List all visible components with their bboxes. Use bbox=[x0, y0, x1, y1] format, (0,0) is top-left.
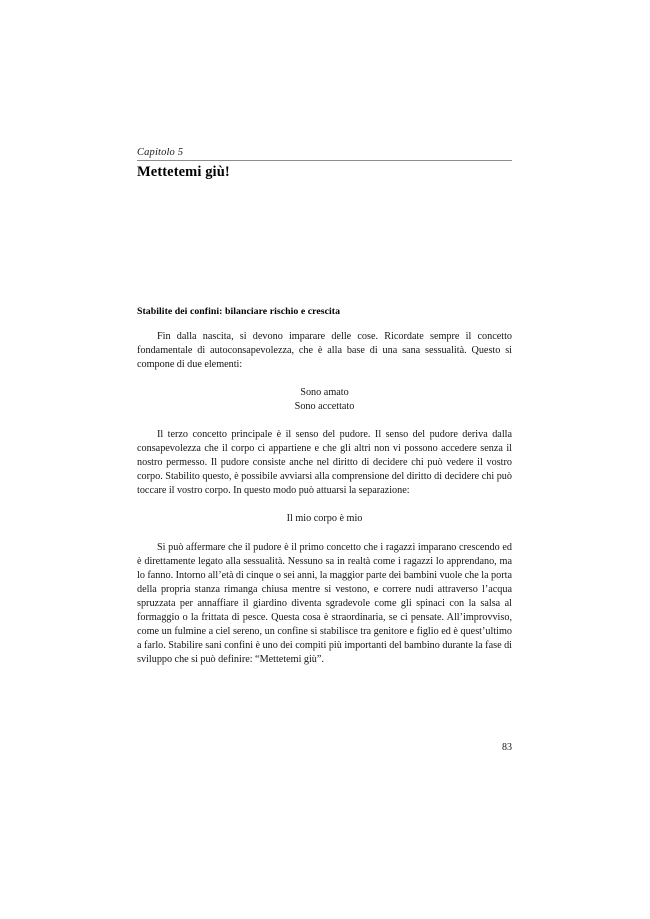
chapter-label: Capitolo 5 bbox=[137, 147, 184, 158]
section-heading: Stabilite dei confini: bilanciare rischio e crescita bbox=[137, 306, 341, 317]
title-spacer bbox=[137, 181, 512, 305]
body-paragraph: Fin dalla nascita, si devono imparare delle cose. Ricordate sempre il concetto fondamentale di autoconsapevolezza, che è alla base di una sana sessualità. Questo si compone di due elementi: bbox=[137, 331, 512, 371]
text-column bbox=[137, 146, 512, 667]
body-paragraph: Il terzo concetto principale è il senso del pudore. Il senso del pudore deriva dalla consapevolezza che il corpo ci appartiene e che gli altri non vi possono accedere senza il nostro permesso. Il pudore consiste anche nel diritto di decidere chi può vedere il vostro corpo. Stabilito questo, è possibile avviarsi alla comprensione del diritto di decidere chi può toccare il vostro corpo. In questo modo può attuarsi la separazione: bbox=[137, 429, 512, 497]
verse-line: Sono accettato bbox=[294, 401, 355, 413]
centered-verse-block bbox=[137, 386, 512, 414]
page-number: 83 bbox=[502, 742, 512, 753]
chapter-divider-rule bbox=[137, 160, 512, 161]
verse-line: Sono amato bbox=[300, 387, 349, 399]
verse-line: Il mio corpo è mio bbox=[286, 513, 363, 525]
body-paragraph: Si può affermare che il pudore è il primo concetto che i ragazzi imparano crescendo ed è direttamente legato alla sessualità. Nessuno sa in realtà come i ragazzi lo apprendano, ma lo fanno. Intorno all’età di cinque o sei anni, la maggior parte dei bambini vuole che la porta della propria stanza rimanga chiusa mentre si vestono, e correre nudi attraverso l’acqua spruzzata per annaffiare il giardino diventa sgradevole come gli spinaci con la salsa al formaggio o la frittata di pesce. Questa cosa è straordinaria, se ci pensate. All’improvviso, come un fulmine a ciel sereno, un confine si stabilisce tra genitore e figlio ed è quest’ultimo a farlo. Stabilire sani confini è uno dei compiti più importanti del bambino durante la fase di sviluppo che si può definire: “Mettetemi giù”. bbox=[137, 541, 512, 665]
chapter-title: Mettetemi giù! bbox=[137, 164, 230, 180]
centered-verse-block bbox=[137, 512, 512, 526]
